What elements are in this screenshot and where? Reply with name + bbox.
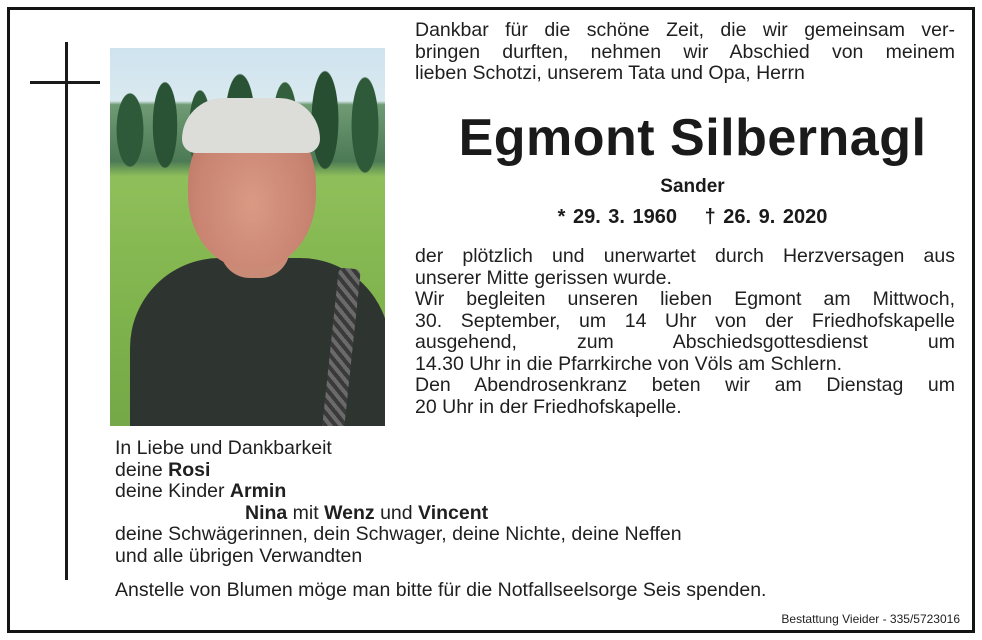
intro-text (415, 20, 955, 85)
mourners-line: In Liebe und Dankbarkeit (115, 437, 332, 459)
life-dates (415, 206, 970, 229)
mourners-line: deine Kinder Armin (115, 480, 287, 502)
mourner-name: Vincent (418, 501, 489, 524)
mourners-line: Nina mit Wenz und Vincent (245, 501, 489, 524)
mourner-name: Armin (229, 480, 287, 502)
announcement-line: Wir begleiten unseren lieben Egmont am Mittwoch, (415, 288, 955, 310)
donation-note: Anstelle von Blumen möge man bitte für die Notfallseelsorge Seis spenden. (115, 579, 767, 601)
funeral-home-credit: Bestattung Vieider - 335/5723016 (781, 612, 960, 626)
portrait-photo (110, 48, 385, 426)
announcement-line: 14.30 Uhr in die Pfarrkirche von Völs am Schlern. (415, 352, 843, 375)
announcement-line: 20 Uhr in der Friedhofskapelle. (415, 395, 682, 418)
intro-line: bringen durften, nehmen wir Abschied von meinem (415, 40, 955, 63)
death-date: † 26. 9. 2020 (704, 206, 828, 228)
announcement-line: Den Abendrosenkranz beten wir am Dienstag um (415, 374, 955, 396)
birth-date: * 29. 3. 1960 (557, 206, 678, 228)
intro-line: Dankbar für die schöne Zeit, die wir gemeinsam ver- (415, 19, 955, 41)
mourners-list (115, 438, 875, 567)
deceased-name: Egmont Silbernagl (458, 109, 927, 167)
deceased-nickname: Sander (660, 176, 725, 197)
obituary-card (7, 7, 975, 633)
mourner-name: Rosi (168, 458, 211, 481)
mourners-line: deine Schwägerinnen, dein Schwager, deine Nichte, deine Neffen (115, 523, 682, 545)
announcement-line: unserer Mitte gerissen wurde. (415, 266, 672, 289)
announcement-line: ausgehend, zum Abschiedsgottesdienst um (415, 331, 955, 353)
photo-hair (182, 98, 320, 153)
mourners-line: und alle übrigen Verwandten (115, 544, 363, 567)
cross-symbol-horizontal (30, 81, 100, 84)
mourners-line: deine Rosi (115, 458, 211, 481)
mourner-name: Nina (245, 501, 288, 524)
announcement-line: der plötzlich und unerwartet durch Herzversagen aus (415, 245, 955, 267)
announcement-line: 30. September, um 14 Uhr von der Friedhofskapelle (415, 309, 955, 332)
announcement-text (415, 246, 955, 418)
mourner-name: Wenz (324, 501, 375, 524)
intro-line: lieben Schotzi, unserem Tata und Opa, Herrn (415, 62, 805, 84)
cross-symbol-vertical (65, 42, 68, 580)
